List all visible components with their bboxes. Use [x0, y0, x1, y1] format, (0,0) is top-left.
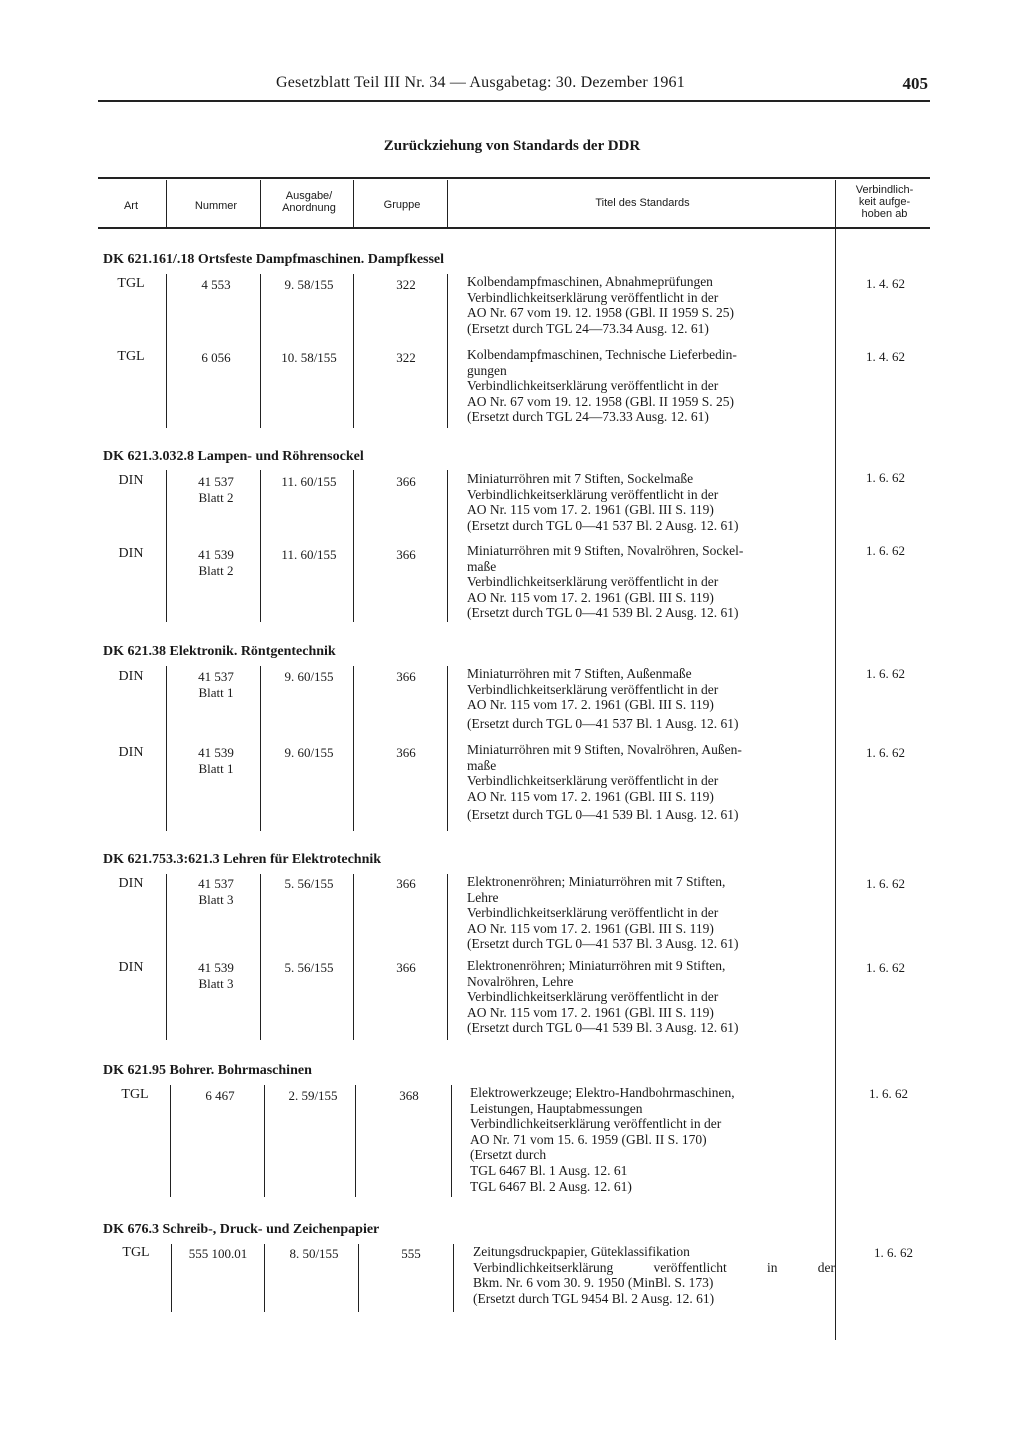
cell-datum: 1. 4. 62: [866, 276, 905, 291]
cell-nummer-line: Blatt 1: [198, 685, 234, 700]
section-heading: DK 621.3.032.8 Lampen- und Röhrensockel: [103, 449, 364, 464]
column-header-ausgabe-line: Anordnung: [282, 202, 336, 214]
column-rule: [447, 470, 448, 622]
cell-ausgabe: 8. 50/155: [289, 1246, 339, 1261]
title-line: Kolbendampfmaschinen, Technische Lieferbedin-: [467, 347, 737, 362]
column-header-nummer: Nummer: [194, 200, 238, 212]
title-line: AO Nr. 71 vom 15. 6. 1959 (GBl. II S. 170): [470, 1131, 707, 1147]
cell-titel: [467, 471, 835, 533]
title-line: (Ersetzt durch: [470, 1147, 547, 1163]
title-line: (Ersetzt durch TGL 0—41 539 Bl. 1 Ausg. 12. 61): [467, 807, 739, 823]
table-header-top-rule: [98, 177, 930, 179]
column-rule: [835, 180, 836, 227]
column-rule: [260, 180, 261, 227]
cell-nummer-line: 41 537: [198, 474, 234, 489]
title-line: Verbindlichkeitserklärung veröffentlicht in der: [467, 989, 719, 1005]
document-title: Zurückziehung von Standards der DDR: [383, 138, 641, 154]
cell-art: DIN: [118, 669, 144, 684]
title-line: Zeitungsdruckpapier, Güteklassifikation: [473, 1244, 690, 1259]
cell-titel: [467, 543, 835, 621]
cell-nummer: [170, 960, 262, 992]
title-line: Verbindlichkeitserklärung veröffentlicht in der: [467, 574, 719, 590]
cell-gruppe: 322: [396, 350, 416, 365]
cell-ausgabe: 11. 60/155: [281, 474, 337, 489]
title-line: (Ersetzt durch TGL 0—41 539 Bl. 3 Ausg. 12. 61): [467, 1020, 739, 1036]
cell-nummer-line: Blatt 3: [198, 892, 234, 907]
title-line: (Ersetzt durch TGL 9454 Bl. 2 Ausg. 12. 61): [473, 1290, 715, 1306]
column-rule: [170, 1085, 171, 1197]
column-rule: [447, 180, 448, 227]
cell-art: DIN: [118, 876, 144, 891]
cell-gruppe: 366: [396, 547, 416, 562]
cell-nummer-line: 6 056: [201, 350, 231, 365]
title-line: AO Nr. 115 vom 17. 2. 1961 (GBl. III S. 119): [467, 788, 714, 804]
title-line: (Ersetzt durch TGL 24—73.34 Ausg. 12. 61): [467, 320, 709, 336]
cell-titel: [467, 742, 835, 823]
title-line: maße: [467, 558, 497, 574]
cell-titel: [467, 874, 835, 952]
title-line: Verbindlichkeitserklärung veröffentlicht in der: [467, 378, 719, 394]
title-line: (Ersetzt durch TGL 0—41 537 Bl. 2 Ausg. 12. 61): [467, 517, 739, 533]
title-line: TGL 6467 Bl. 1 Ausg. 12. 61: [470, 1162, 628, 1178]
cell-nummer: [172, 1246, 264, 1262]
title-line: Verbindlichkeitserklärung veröffentlicht in der: [473, 1259, 835, 1275]
column-header-ausgabe: [263, 190, 355, 214]
column-rule: [166, 274, 167, 428]
column-header-verbindlichkeit: [837, 184, 932, 220]
cell-datum: 1. 6. 62: [866, 745, 905, 760]
cell-datum: 1. 6. 62: [866, 543, 905, 558]
cell-ausgabe: 9. 58/155: [284, 277, 334, 292]
title-line: Verbindlichkeitserklärung veröffentlicht in der: [467, 773, 719, 789]
cell-titel: [467, 347, 835, 425]
cell-datum: 1. 6. 62: [866, 876, 905, 891]
title-line: (Ersetzt durch TGL 0—41 537 Bl. 1 Ausg. 12. 61): [467, 715, 739, 731]
cell-ausgabe: 10. 58/155: [281, 350, 337, 365]
title-line: Verbindlichkeitserklärung veröffentlicht in der: [467, 905, 719, 921]
column-header-verbindlichkeit-line: Verbindlich-: [855, 184, 914, 196]
cell-ausgabe: 11. 60/155: [281, 547, 337, 562]
cell-gruppe: 366: [396, 745, 416, 760]
title-line: Verbindlichkeitserklärung veröffentlicht in der: [467, 486, 719, 502]
section-heading: DK 621.38 Elektronik. Röntgentechnik: [103, 644, 336, 659]
cell-nummer: [170, 277, 262, 293]
cell-datum: 1. 6. 62: [874, 1245, 913, 1260]
title-line: Miniaturröhren mit 7 Stiften, Sockelmaße: [467, 471, 694, 486]
column-rule: [353, 470, 354, 622]
title-line: Elektrowerkzeuge; Elektro-Handbohrmaschinen,: [470, 1085, 735, 1100]
title-line: Miniaturröhren mit 9 Stiften, Novalröhren, Sockel-: [467, 543, 744, 558]
cell-nummer-line: 41 539: [198, 960, 234, 975]
cell-gruppe: 366: [396, 960, 416, 975]
column-header-gruppe: Gruppe: [383, 199, 421, 211]
title-line: Elektronenröhren; Miniaturröhren mit 7 Stiften,: [467, 874, 726, 889]
cell-nummer-line: 555 100.01: [188, 1246, 248, 1261]
gazette-title: Gesetzblatt Teil III Nr. 34 — Ausgabetag: 30. Dezember 1961: [276, 74, 685, 91]
title-line: gungen: [467, 362, 507, 378]
title-line: Elektronenröhren; Miniaturröhren mit 9 Stiften,: [467, 958, 726, 973]
title-line: Leistungen, Hauptabmessungen: [470, 1100, 643, 1116]
cell-ausgabe: 9. 60/155: [284, 745, 334, 760]
title-line: Verbindlichkeitserklärung veröffentlicht in der: [467, 681, 719, 697]
title-line: (Ersetzt durch TGL 0—41 537 Bl. 3 Ausg. 12. 61): [467, 936, 739, 952]
section-heading: DK 621.95 Bohrer. Bohrmaschinen: [103, 1063, 312, 1078]
cell-datum: 1. 6. 62: [866, 470, 905, 485]
title-line: AO Nr. 67 vom 19. 12. 1958 (GBl. II 1959 S. 25): [467, 305, 734, 321]
column-header-ausgabe-line: Ausgabe/: [285, 190, 333, 202]
column-header-titel: Titel des Standards: [595, 197, 690, 209]
cell-art: TGL: [121, 1087, 149, 1102]
cell-nummer-line: Blatt 2: [198, 490, 234, 505]
cell-datum: 1. 6. 62: [869, 1086, 908, 1101]
cell-nummer: [170, 669, 262, 701]
cell-nummer-line: 6 467: [205, 1088, 235, 1103]
cell-titel: [467, 958, 835, 1036]
cell-gruppe: 555: [401, 1246, 421, 1261]
title-line: Miniaturröhren mit 9 Stiften, Novalröhren, Außen-: [467, 742, 742, 757]
cell-nummer-line: 41 537: [198, 876, 234, 891]
cell-art: TGL: [117, 349, 145, 364]
title-line: Novalröhren, Lehre: [467, 973, 574, 989]
column-header-verbindlichkeit-line: keit aufge-: [858, 196, 911, 208]
cell-datum: 1. 6. 62: [866, 960, 905, 975]
column-header-art: Art: [123, 200, 139, 212]
table-header-bottom-rule: [98, 227, 930, 229]
title-line: Verbindlichkeitserklärung veröffentlicht in der: [470, 1116, 722, 1132]
title-line: AO Nr. 115 vom 17. 2. 1961 (GBl. III S. 119): [467, 697, 714, 713]
column-rule: [166, 666, 167, 831]
cell-art: DIN: [118, 960, 144, 975]
cell-art: DIN: [118, 473, 144, 488]
column-rule: [447, 874, 448, 1040]
column-rule: [166, 874, 167, 1040]
title-line: Kolbendampfmaschinen, Abnahmeprüfungen: [467, 274, 713, 289]
cell-ausgabe: 5. 56/155: [284, 876, 334, 891]
column-rule: [353, 180, 354, 227]
cell-nummer-line: Blatt 2: [198, 563, 234, 578]
cell-gruppe: 368: [399, 1088, 419, 1103]
title-line: Lehre: [467, 889, 499, 905]
title-line: Miniaturröhren mit 7 Stiften, Außenmaße: [467, 666, 692, 681]
title-line: AO Nr. 115 vom 17. 2. 1961 (GBl. III S. 119): [467, 1004, 714, 1020]
cell-nummer-line: 41 539: [198, 547, 234, 562]
cell-nummer: [174, 1088, 266, 1104]
title-line: (Ersetzt durch TGL 0—41 539 Bl. 2 Ausg. 12. 61): [467, 605, 739, 621]
title-line: Verbindlichkeitserklärung veröffentlicht in der: [467, 289, 719, 305]
cell-nummer-line: 41 537: [198, 669, 234, 684]
cell-nummer: [170, 547, 262, 579]
column-header-verbindlichkeit-line: hoben ab: [861, 208, 908, 220]
cell-nummer-line: 41 539: [198, 745, 234, 760]
cell-nummer-line: Blatt 3: [198, 976, 234, 991]
section-heading: DK 676.3 Schreib-, Druck- und Zeichenpapier: [103, 1222, 380, 1237]
column-rule: [353, 874, 354, 1040]
cell-art: TGL: [122, 1245, 150, 1260]
cell-nummer: [170, 350, 262, 366]
cell-art: DIN: [118, 745, 144, 760]
cell-datum: 1. 4. 62: [866, 349, 905, 364]
cell-ausgabe: 5. 56/155: [284, 960, 334, 975]
cell-ausgabe: 9. 60/155: [284, 669, 334, 684]
title-line: Bkm. Nr. 6 vom 30. 9. 1950 (MinBl. S. 173): [473, 1275, 714, 1291]
page-header: [98, 74, 930, 102]
cell-gruppe: 366: [396, 669, 416, 684]
cell-gruppe: 366: [396, 474, 416, 489]
cell-nummer: [170, 876, 262, 908]
cell-titel: [467, 274, 835, 336]
title-line: AO Nr. 115 vom 17. 2. 1961 (GBl. III S. 119): [467, 920, 714, 936]
cell-datum: 1. 6. 62: [866, 666, 905, 681]
title-line: maße: [467, 757, 497, 773]
column-rule: [264, 1244, 265, 1312]
title-line: AO Nr. 115 vom 17. 2. 1961 (GBl. III S. 119): [467, 589, 714, 605]
column-rule: [166, 470, 167, 622]
column-rule: [166, 180, 167, 227]
title-line: (Ersetzt durch TGL 24—73.33 Ausg. 12. 61): [467, 409, 709, 425]
cell-gruppe: 322: [396, 277, 416, 292]
cell-ausgabe: 2. 59/155: [288, 1088, 338, 1103]
cell-nummer: [170, 474, 262, 506]
cell-titel: [470, 1085, 838, 1194]
title-line: AO Nr. 67 vom 19. 12. 1958 (GBl. II 1959 S. 25): [467, 393, 734, 409]
cell-titel: [473, 1244, 835, 1306]
cell-nummer-line: 4 553: [201, 277, 231, 292]
section-heading: DK 621.161/.18 Ortsfeste Dampfmaschinen. Dampfkessel: [103, 252, 445, 267]
cell-nummer: [170, 745, 262, 777]
section-heading: DK 621.753.3:621.3 Lehren für Elektrotechnik: [103, 852, 382, 867]
cell-titel: [467, 666, 835, 731]
cell-gruppe: 366: [396, 876, 416, 891]
page-number: 405: [902, 74, 928, 93]
cell-art: TGL: [117, 276, 145, 291]
title-line: TGL 6467 Bl. 2 Ausg. 12. 61): [470, 1178, 632, 1194]
cell-art: DIN: [118, 546, 144, 561]
cell-nummer-line: Blatt 1: [198, 761, 234, 776]
title-line: AO Nr. 115 vom 17. 2. 1961 (GBl. III S. 119): [467, 502, 714, 518]
